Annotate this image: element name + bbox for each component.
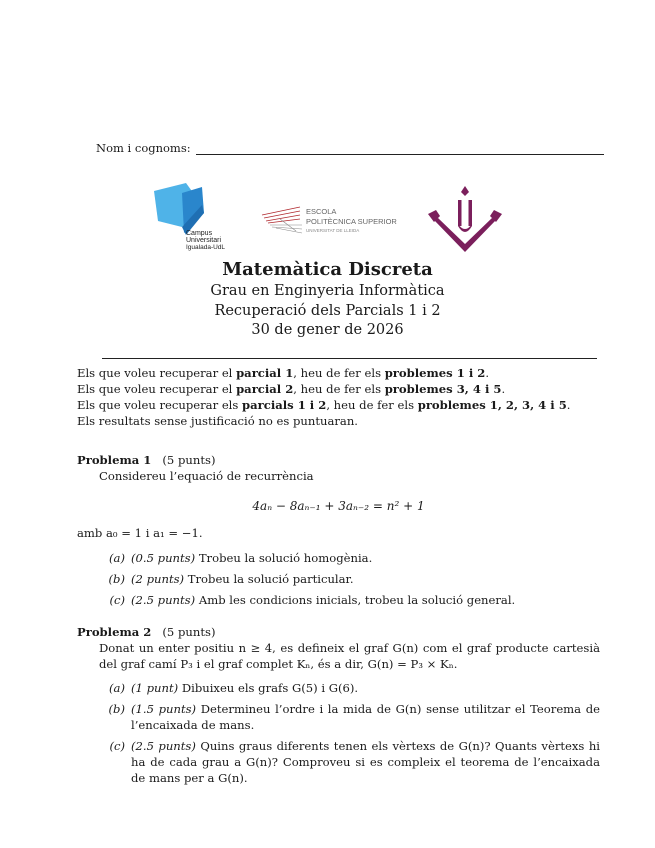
problem-1-item-c: (c) (2.5 punts) Amb les condicions inicials, trobeu la solució general. — [109, 593, 516, 607]
campus-universitari-logo — [152, 183, 234, 255]
eps-logo — [260, 201, 402, 237]
campus-logo-line1: Campus — [186, 230, 213, 237]
problem-2-heading — [77, 624, 600, 640]
course-title: Matemàtica Discreta — [222, 259, 433, 280]
problem-2-item-c: (c) (2.5 punts) Quins graus diferents tenen els vèrtexs de G(n)? Quants vèrtexs hi ha de cada grau a G(n)? Comproveu si es compleix el teorema de l’encaixada de mans per a G(n). — [109, 739, 600, 785]
name-field-row — [96, 141, 604, 155]
horizontal-rule — [102, 358, 597, 359]
udl-logo — [428, 186, 502, 256]
problem-1 — [77, 452, 600, 613]
problem-1-item-b: (b) (2 punts) Trobeu la solució particular. — [108, 572, 354, 586]
instruction-line: Els que voleu recuperar el parcial 1, heu de fer els problemes 1 i 2. — [77, 366, 490, 380]
problem-2 — [77, 624, 600, 791]
problem-1-intro: Considereu l’equació de recurrència — [99, 469, 314, 483]
instruction-line: Els resultats sense justificació no es puntuaran. — [77, 414, 358, 428]
degree-name: Grau en Enginyeria Informàtica — [210, 283, 445, 299]
problem-1-item-a: (a) (0.5 punts) Trobeu la solució homogènia. — [109, 551, 373, 565]
campus-logo-line3: Igualada-UdL — [186, 244, 226, 251]
exam-date: 30 de gener de 2026 — [251, 322, 404, 338]
initial-conditions: amb a₀ = 1 i a₁ = −1. — [77, 526, 203, 540]
logos-row — [0, 183, 655, 255]
name-label: Nom i cognoms: — [96, 141, 191, 155]
problem-2-intro: Donat un enter positiu n ≥ 4, es defineix el graf G(n) com el graf producte cartesià del graf camí P₃ i el graf complet Kₙ, és a dir, G(n) = P₃ × Kₙ. — [99, 641, 600, 671]
campus-logo-line2: Universitari — [186, 237, 222, 244]
problem-2-title: Problema 2 — [77, 625, 152, 639]
instruction-line: Els que voleu recuperar el parcial 2, heu de fer els problemes 3, 4 i 5. — [77, 382, 506, 396]
title-block — [0, 258, 655, 341]
instruction-line: Els que voleu recuperar els parcials 1 i 2, heu de fer els problemes 1, 2, 3, 4 i 5. — [77, 398, 571, 412]
problem-1-points: (5 punts) — [162, 453, 216, 467]
eps-logo-line1: ESCOLA — [306, 207, 337, 216]
recurrence-equation: 4aₙ − 8aₙ₋₁ + 3aₙ₋₂ = n² + 1 — [252, 499, 425, 513]
problem-1-heading — [77, 452, 600, 468]
instructions — [77, 365, 597, 429]
problem-2-item-b: (b) (1.5 punts) Determineu l’ordre i la mida de G(n) sense utilitzar el Teorema de l’encaixada de mans. — [108, 702, 601, 732]
eps-logo-line2: POLITÈCNICA SUPERIOR — [306, 217, 397, 226]
exam-name: Recuperació dels Parcials 1 i 2 — [214, 302, 441, 319]
eps-logo-line3: UNIVERSITAT DE LLEIDA — [306, 228, 360, 233]
problem-2-item-a: (a) (1 punt) Dibuixeu els grafs G(5) i G(6). — [109, 681, 359, 695]
problem-1-title: Problema 1 — [77, 453, 152, 467]
problem-2-points: (5 punts) — [162, 625, 216, 639]
name-input-line[interactable] — [196, 144, 604, 155]
